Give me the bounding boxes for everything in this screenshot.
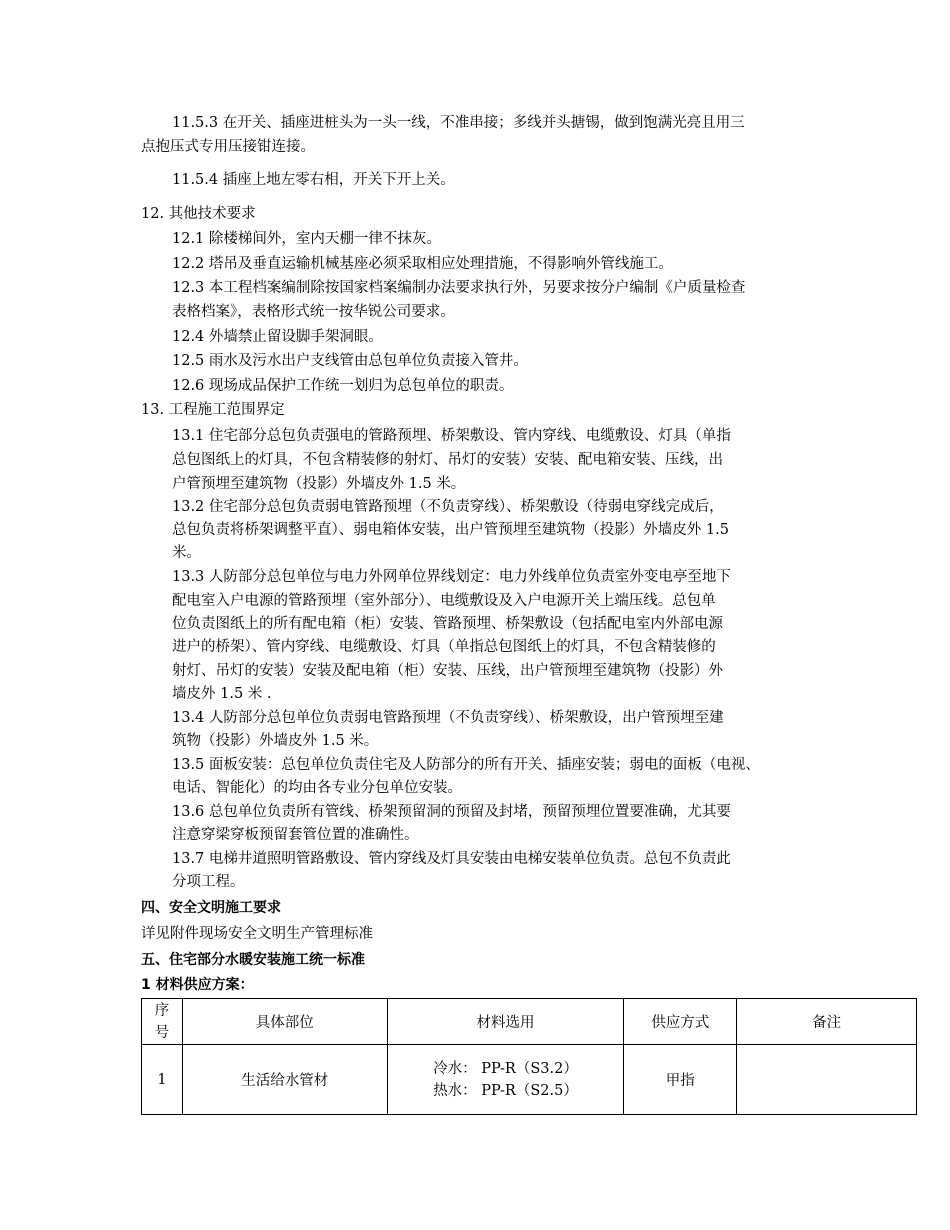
paragraph-12-6: 12.6 现场成品保护工作统一划归为总包单位的职责。 xyxy=(172,378,514,394)
paragraph-12-1: 12.1 除楼梯间外，室内天棚一律不抹灰。 xyxy=(172,231,441,247)
paragraph-13-5-line2: 电话、智能化）的均由各专业分包单位安装。 xyxy=(172,780,462,796)
paragraph-11-5-4: 11.5.4 插座上地左零右相，开关下开上关。 xyxy=(172,172,455,188)
paragraph-13-1-line1: 13.1 住宅部分总包负责强电的管路预埋、桥架敷设、管内穿线、电缆敷设、灯具（单指 xyxy=(172,428,731,444)
section-13-heading: 13. 工程施工范围界定 xyxy=(141,402,285,418)
cell-material xyxy=(387,1045,624,1115)
header-seq-line2: 号 xyxy=(154,1024,170,1041)
paragraph-13-3-line2: 配电室入户电源的管路预埋（室外部分）、电缆敷设及入户电源开关上端压线。总包单 xyxy=(172,593,716,609)
paragraph-13-7-line1: 13.7 电梯井道照明管路敷设、管内穿线及灯具安装由电梯安装单位负责。总包不负责此 xyxy=(172,851,731,867)
part-4-heading: 四、安全文明施工要求 xyxy=(141,900,281,916)
table-header-row xyxy=(142,999,917,1045)
paragraph-12-3-line2: 表格档案》，表格形式统一按华锐公司要求。 xyxy=(172,304,455,320)
paragraph-13-4-line2: 筑物（投影）外墙皮外 1.5 米。 xyxy=(172,733,379,749)
header-remark: 备注 xyxy=(737,999,917,1045)
paragraph-13-3-line6: 墙皮外 1.5 米 . xyxy=(172,686,272,702)
paragraph-13-6-line1: 13.6 总包单位负责所有管线、桥架预留洞的预留及封堵，预留预埋位置要准确，尤其要 xyxy=(172,804,731,820)
paragraph-11-5-3-line1: 11.5.3 在开关、插座进桩头为一头一线，不准串接；多线并头搪锡，做到饱满光亮且用三 xyxy=(172,115,745,131)
paragraph-12-3-line1: 12.3 本工程档案编制除按国家档案编制办法要求执行外，另要求按分户编制《户质量检查 xyxy=(172,280,746,296)
paragraph-13-1-line2: 总包图纸上的灯具，不包含精装修的射灯、吊灯的安装）安装、配电箱安装、压线，出 xyxy=(172,452,723,468)
cell-remark xyxy=(737,1045,917,1115)
section-12-heading: 12. 其他技术要求 xyxy=(141,206,256,222)
paragraph-12-5: 12.5 雨水及污水出户支线管由总包单位负责接入管井。 xyxy=(172,353,528,369)
materials-table xyxy=(141,998,917,1115)
paragraph-13-5-line1: 13.5 面板安装：总包单位负责住宅及人防部分的所有开关、插座安装；弱电的面板（电视、 xyxy=(172,757,760,773)
cell-material-hot: 热水： PP-R（S2.5） xyxy=(433,1082,578,1099)
cell-supply: 甲指 xyxy=(624,1045,737,1115)
header-seq xyxy=(142,999,183,1045)
paragraph-13-3-line1: 13.3 人防部分总包单位与电力外网单位界线划定：电力外线单位负责室外变电亭至地下 xyxy=(172,569,731,585)
header-material: 材料选用 xyxy=(387,999,624,1045)
paragraph-12-2: 12.2 塔吊及垂直运输机械基座必须采取相应处理措施，不得影响外管线施工。 xyxy=(172,256,673,272)
paragraph-13-2-line2: 总包负责将桥架调整平直）、弱电箱体安装，出户管预埋至建筑物（投影）外墙皮外 1.5 xyxy=(172,522,729,538)
paragraph-13-3-line5: 射灯、吊灯的安装）安装及配电箱（柜）安装、压线，出户管预埋至建筑物（投影）外 xyxy=(172,663,723,679)
paragraph-13-2-line3: 米。 xyxy=(172,545,201,561)
cell-seq: 1 xyxy=(142,1045,183,1115)
header-supply: 供应方式 xyxy=(624,999,737,1045)
table-row xyxy=(142,1045,917,1115)
part-5-sub1: 1 材料供应方案： xyxy=(141,977,254,993)
paragraph-13-2-line1: 13.2 住宅部分总包负责弱电管路预埋（不负责穿线）、桥架敷设（待弱电穿线完成后， xyxy=(172,499,724,515)
paragraph-13-7-line2: 分项工程。 xyxy=(172,874,245,890)
header-seq-line1: 序 xyxy=(154,1002,170,1019)
paragraph-11-5-3-line2: 点抱压式专用压接钳连接。 xyxy=(141,139,315,155)
cell-location: 生活给水管材 xyxy=(182,1045,387,1115)
part-5-heading: 五、住宅部分水暖安装施工统一标准 xyxy=(141,952,365,968)
paragraph-13-4-line1: 13.4 人防部分总包单位负责弱电管路预埋（不负责穿线）、桥架敷设，出户管预埋至建 xyxy=(172,710,724,726)
paragraph-13-1-line3: 户管预埋至建筑物（投影）外墙皮外 1.5 米。 xyxy=(172,476,466,492)
cell-material-cold: 冷水： PP-R（S3.2） xyxy=(433,1060,578,1077)
paragraph-13-3-line4: 进户的桥架）、管内穿线、电缆敷设、灯具（单指总包图纸上的灯具，不包含精装修的 xyxy=(172,639,716,655)
header-location: 具体部位 xyxy=(182,999,387,1045)
paragraph-13-3-line3: 位负责图纸上的所有配电箱（柜）安装、管路预埋、桥架敷设（包括配电室内外部电源 xyxy=(172,616,723,632)
paragraph-12-4: 12.4 外墙禁止留设脚手架洞眼。 xyxy=(172,329,383,345)
part-4-text: 详见附件现场安全文明生产管理标准 xyxy=(141,926,373,942)
paragraph-13-6-line2: 注意穿梁穿板预留套管位置的准确性。 xyxy=(172,827,419,843)
